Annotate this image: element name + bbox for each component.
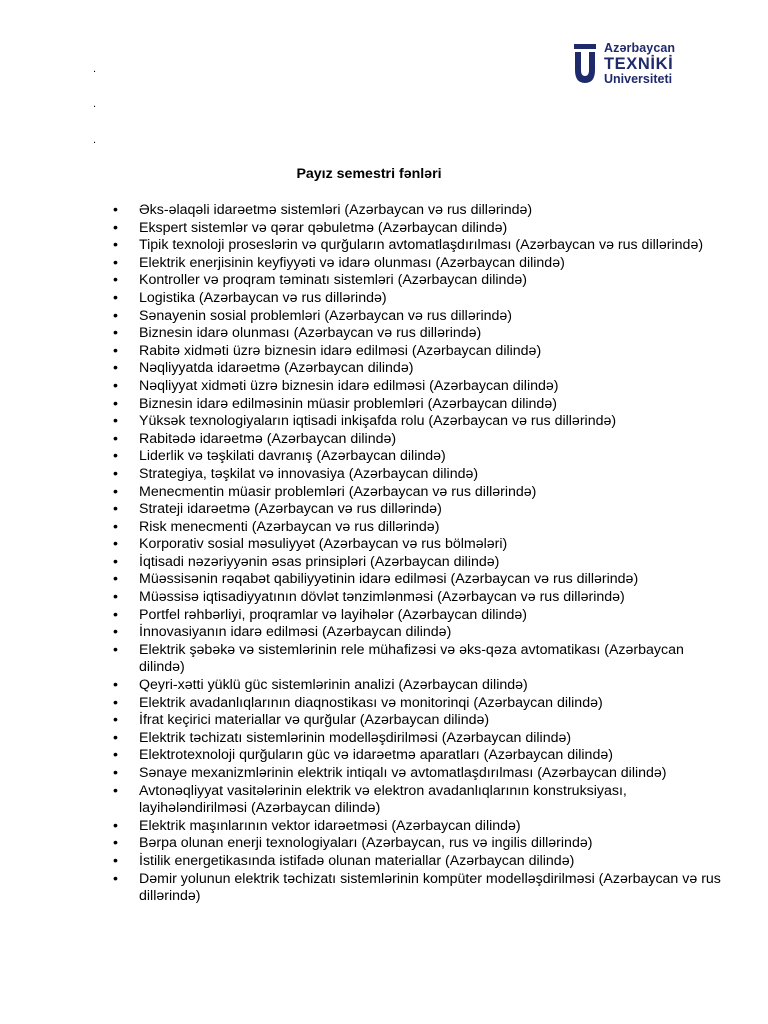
bullet-icon: • bbox=[113, 430, 118, 447]
course-label: Biznesin idarə edilməsinin müasir problemləri (Azərbaycan dilində) bbox=[139, 395, 557, 412]
course-label: Elektrik şəbəkə və sistemlərinin rele mühafizəsi və əks-qəza avtomatikası (Azərbaycan dilində) bbox=[139, 641, 684, 676]
course-list bbox=[0, 202, 768, 906]
course-label: Qeyri-xətti yüklü güc sistemlərinin analizi (Azərbaycan dilində) bbox=[139, 677, 528, 694]
course-item bbox=[0, 642, 768, 677]
course-label: Strateji idarəetmə (Azərbaycan və rus dillərində) bbox=[139, 501, 442, 518]
university-emblem-icon bbox=[572, 42, 598, 86]
course-item bbox=[0, 255, 768, 273]
course-item bbox=[0, 730, 768, 748]
course-label: Sənayenin sosial problemləri (Azərbaycan və rus dillərində) bbox=[139, 307, 512, 324]
course-item bbox=[0, 272, 768, 290]
course-item bbox=[0, 554, 768, 572]
bullet-icon: • bbox=[113, 870, 118, 887]
course-label: Strategiya, təşkilat və innovasiya (Azərbaycan dilində) bbox=[139, 465, 479, 482]
course-item bbox=[0, 695, 768, 713]
bullet-icon: • bbox=[113, 360, 118, 377]
course-label: Elektrotexnoloji qurğuların güc və idarəetmə aparatları (Azərbaycan dilində) bbox=[139, 747, 613, 764]
course-item bbox=[0, 484, 768, 502]
bullet-icon: • bbox=[113, 606, 118, 623]
bullet-icon: • bbox=[113, 237, 118, 254]
bullet-icon: • bbox=[113, 852, 118, 869]
bullet-icon: • bbox=[113, 712, 118, 729]
bullet-icon: • bbox=[113, 553, 118, 570]
course-label: Elektrik maşınlarının vektor idarəetməsi (Azərbaycan dilində) bbox=[139, 817, 521, 834]
bullet-icon: • bbox=[113, 624, 118, 641]
course-label: Nəqliyyat xidməti üzrə biznesin idarə edilməsi (Azərbaycan dilində) bbox=[139, 377, 559, 394]
bullet-icon: • bbox=[113, 501, 118, 518]
course-item bbox=[0, 220, 768, 238]
bullet-icon: • bbox=[113, 202, 118, 218]
bullet-icon: • bbox=[113, 325, 118, 342]
course-label: İstilik energetikasında istifadə olunan materiallar (Azərbaycan dilində) bbox=[139, 852, 575, 869]
course-label: Kontroller və proqram təminatı sistemləri (Azərbaycan dilində) bbox=[139, 272, 527, 289]
course-label: Ekspert sistemlər və qərar qəbuletmə (Azərbaycan dilində) bbox=[139, 219, 508, 236]
course-label: Tipik texnoloji proseslərin və qurğuların avtomatlaşdırılması (Azərbaycan və rus dillərində) bbox=[139, 237, 704, 254]
bullet-icon: • bbox=[113, 289, 118, 306]
course-item bbox=[0, 360, 768, 378]
bullet-icon: • bbox=[113, 483, 118, 500]
course-label: Logistika (Azərbaycan və rus dillərində) bbox=[139, 289, 387, 306]
course-item bbox=[0, 448, 768, 466]
bullet-icon: • bbox=[113, 571, 118, 588]
course-item bbox=[0, 396, 768, 414]
course-label: Risk menecmenti (Azərbaycan və rus dillərində) bbox=[139, 518, 440, 535]
course-label: Bərpa olunan enerji texnologiyaları (Azərbaycan, rus və ingilis dillərində) bbox=[139, 835, 593, 852]
course-item bbox=[0, 712, 768, 730]
course-label: Rabitə xidməti üzrə biznesin idarə edilməsi (Azərbaycan dilində) bbox=[139, 342, 542, 359]
bullet-icon: • bbox=[113, 817, 118, 834]
course-label: Rabitədə idarəetmə (Azərbaycan dilində) bbox=[139, 430, 397, 447]
bullet-icon: • bbox=[113, 729, 118, 746]
course-label: Sənaye mexanizmlərinin elektrik intiqalı və avtomatlaşdırılması (Azərbaycan dilində) bbox=[139, 765, 667, 781]
course-label: Müəssisə iqtisadiyyatının dövlət tənzimlənməsi (Azərbaycan və rus dillərində) bbox=[139, 589, 625, 606]
course-item bbox=[0, 624, 768, 642]
bullet-icon: • bbox=[113, 254, 118, 271]
course-item bbox=[0, 431, 768, 449]
course-label: Elektrik enerjisinin keyfiyyəti və idarə olunması (Azərbaycan dilində) bbox=[139, 254, 565, 271]
university-logo bbox=[572, 42, 675, 86]
logo-text-line2: TEXNİKİ bbox=[604, 54, 674, 73]
course-label: Müəssisənin rəqabət qabiliyyətinin idarə edilməsi (Azərbaycan və rus dillərində) bbox=[139, 571, 639, 588]
course-label: Liderlik və təşkilati davranış (Azərbaycan dilində) bbox=[139, 448, 446, 465]
course-item bbox=[0, 378, 768, 396]
course-label: Elektrik təchizatı sistemlərinin modelləşdirilməsi (Azərbaycan dilində) bbox=[139, 729, 572, 746]
course-item bbox=[0, 783, 768, 818]
course-item bbox=[0, 202, 768, 220]
course-item bbox=[0, 290, 768, 308]
dot-marker: . bbox=[93, 63, 97, 75]
course-label: Nəqliyyatda idarəetmə (Azərbaycan dilində) bbox=[139, 360, 414, 377]
course-item bbox=[0, 747, 768, 765]
course-label: İfrat keçirici materiallar və qurğular (Azərbaycan dilində) bbox=[139, 712, 490, 729]
bullet-icon: • bbox=[113, 377, 118, 394]
bullet-icon: • bbox=[113, 589, 118, 606]
bullet-icon: • bbox=[113, 518, 118, 535]
course-item bbox=[0, 501, 768, 519]
bullet-icon: • bbox=[113, 782, 118, 799]
bullet-icon: • bbox=[113, 835, 118, 852]
logo-text-line3: Universiteti bbox=[604, 72, 673, 86]
bullet-icon: • bbox=[113, 272, 118, 289]
dot-marker: . bbox=[93, 98, 97, 110]
bullet-icon: • bbox=[113, 641, 118, 658]
course-item bbox=[0, 677, 768, 695]
bullet-icon: • bbox=[113, 694, 118, 711]
bullet-icon: • bbox=[113, 536, 118, 553]
bullet-icon: • bbox=[113, 747, 118, 764]
course-label: Menecmentin müasir problemləri (Azərbaycan və rus dillərində) bbox=[139, 483, 537, 500]
course-item bbox=[0, 536, 768, 554]
course-item bbox=[0, 343, 768, 361]
bullet-icon: • bbox=[113, 765, 118, 781]
bullet-icon: • bbox=[113, 342, 118, 359]
course-item bbox=[0, 519, 768, 537]
bullet-icon: • bbox=[113, 395, 118, 412]
course-label: Dəmir yolunun elektrik təchizatı sistemlərinin kompüter modelləşdirilməsi (Azərbaycan və rus dillərində) bbox=[139, 870, 721, 905]
bullet-icon: • bbox=[113, 677, 118, 694]
course-item bbox=[0, 413, 768, 431]
page-title: Payız semestri fənləri bbox=[296, 166, 442, 182]
bullet-icon: • bbox=[113, 413, 118, 430]
dot-marker: . bbox=[93, 134, 97, 146]
course-label: Avtonəqliyyat vasitələrinin elektrik və elektron avadanlıqlarının konstruksiyası, layihələndirilməsi (Azərbaycan dilində) bbox=[139, 782, 627, 817]
course-item bbox=[0, 466, 768, 484]
course-item bbox=[0, 853, 768, 871]
course-item bbox=[0, 589, 768, 607]
course-label: Korporativ sosial məsuliyyət (Azərbaycan və rus bölmələri) bbox=[139, 536, 508, 553]
bullet-icon: • bbox=[113, 219, 118, 236]
bullet-icon: • bbox=[113, 465, 118, 482]
course-item bbox=[0, 325, 768, 343]
course-item bbox=[0, 571, 768, 589]
course-item bbox=[0, 871, 768, 906]
bullet-icon: • bbox=[113, 448, 118, 465]
course-label: İnnovasiyanın idarə edilməsi (Azərbaycan dilində) bbox=[139, 624, 452, 641]
course-label: Elektrik avadanlıqlarının diaqnostikası və monitorinqi (Azərbaycan dilində) bbox=[139, 694, 603, 711]
course-label: İqtisadi nəzəriyyənin əsas prinsipləri (Azərbaycan dilində) bbox=[139, 553, 500, 570]
course-label: Portfel rəhbərliyi, proqramlar və layihələr (Azərbaycan dilində) bbox=[139, 606, 527, 623]
course-item bbox=[0, 835, 768, 853]
bullet-icon: • bbox=[113, 307, 118, 324]
course-item bbox=[0, 765, 768, 783]
course-label: Biznesin idarə olunması (Azərbaycan və rus dillərində) bbox=[139, 325, 482, 342]
course-item bbox=[0, 308, 768, 326]
course-item bbox=[0, 818, 768, 836]
logo-text-line1: Azərbaycan bbox=[604, 41, 676, 55]
course-label: Yüksək texnologiyaların iqtisadi inkişafda rolu (Azərbaycan və rus dillərində) bbox=[139, 413, 617, 430]
course-label: Əks-əlaqəli idarəetmə sistemləri (Azərbaycan və rus dillərində) bbox=[139, 202, 533, 218]
course-item bbox=[0, 237, 768, 255]
course-item bbox=[0, 607, 768, 625]
